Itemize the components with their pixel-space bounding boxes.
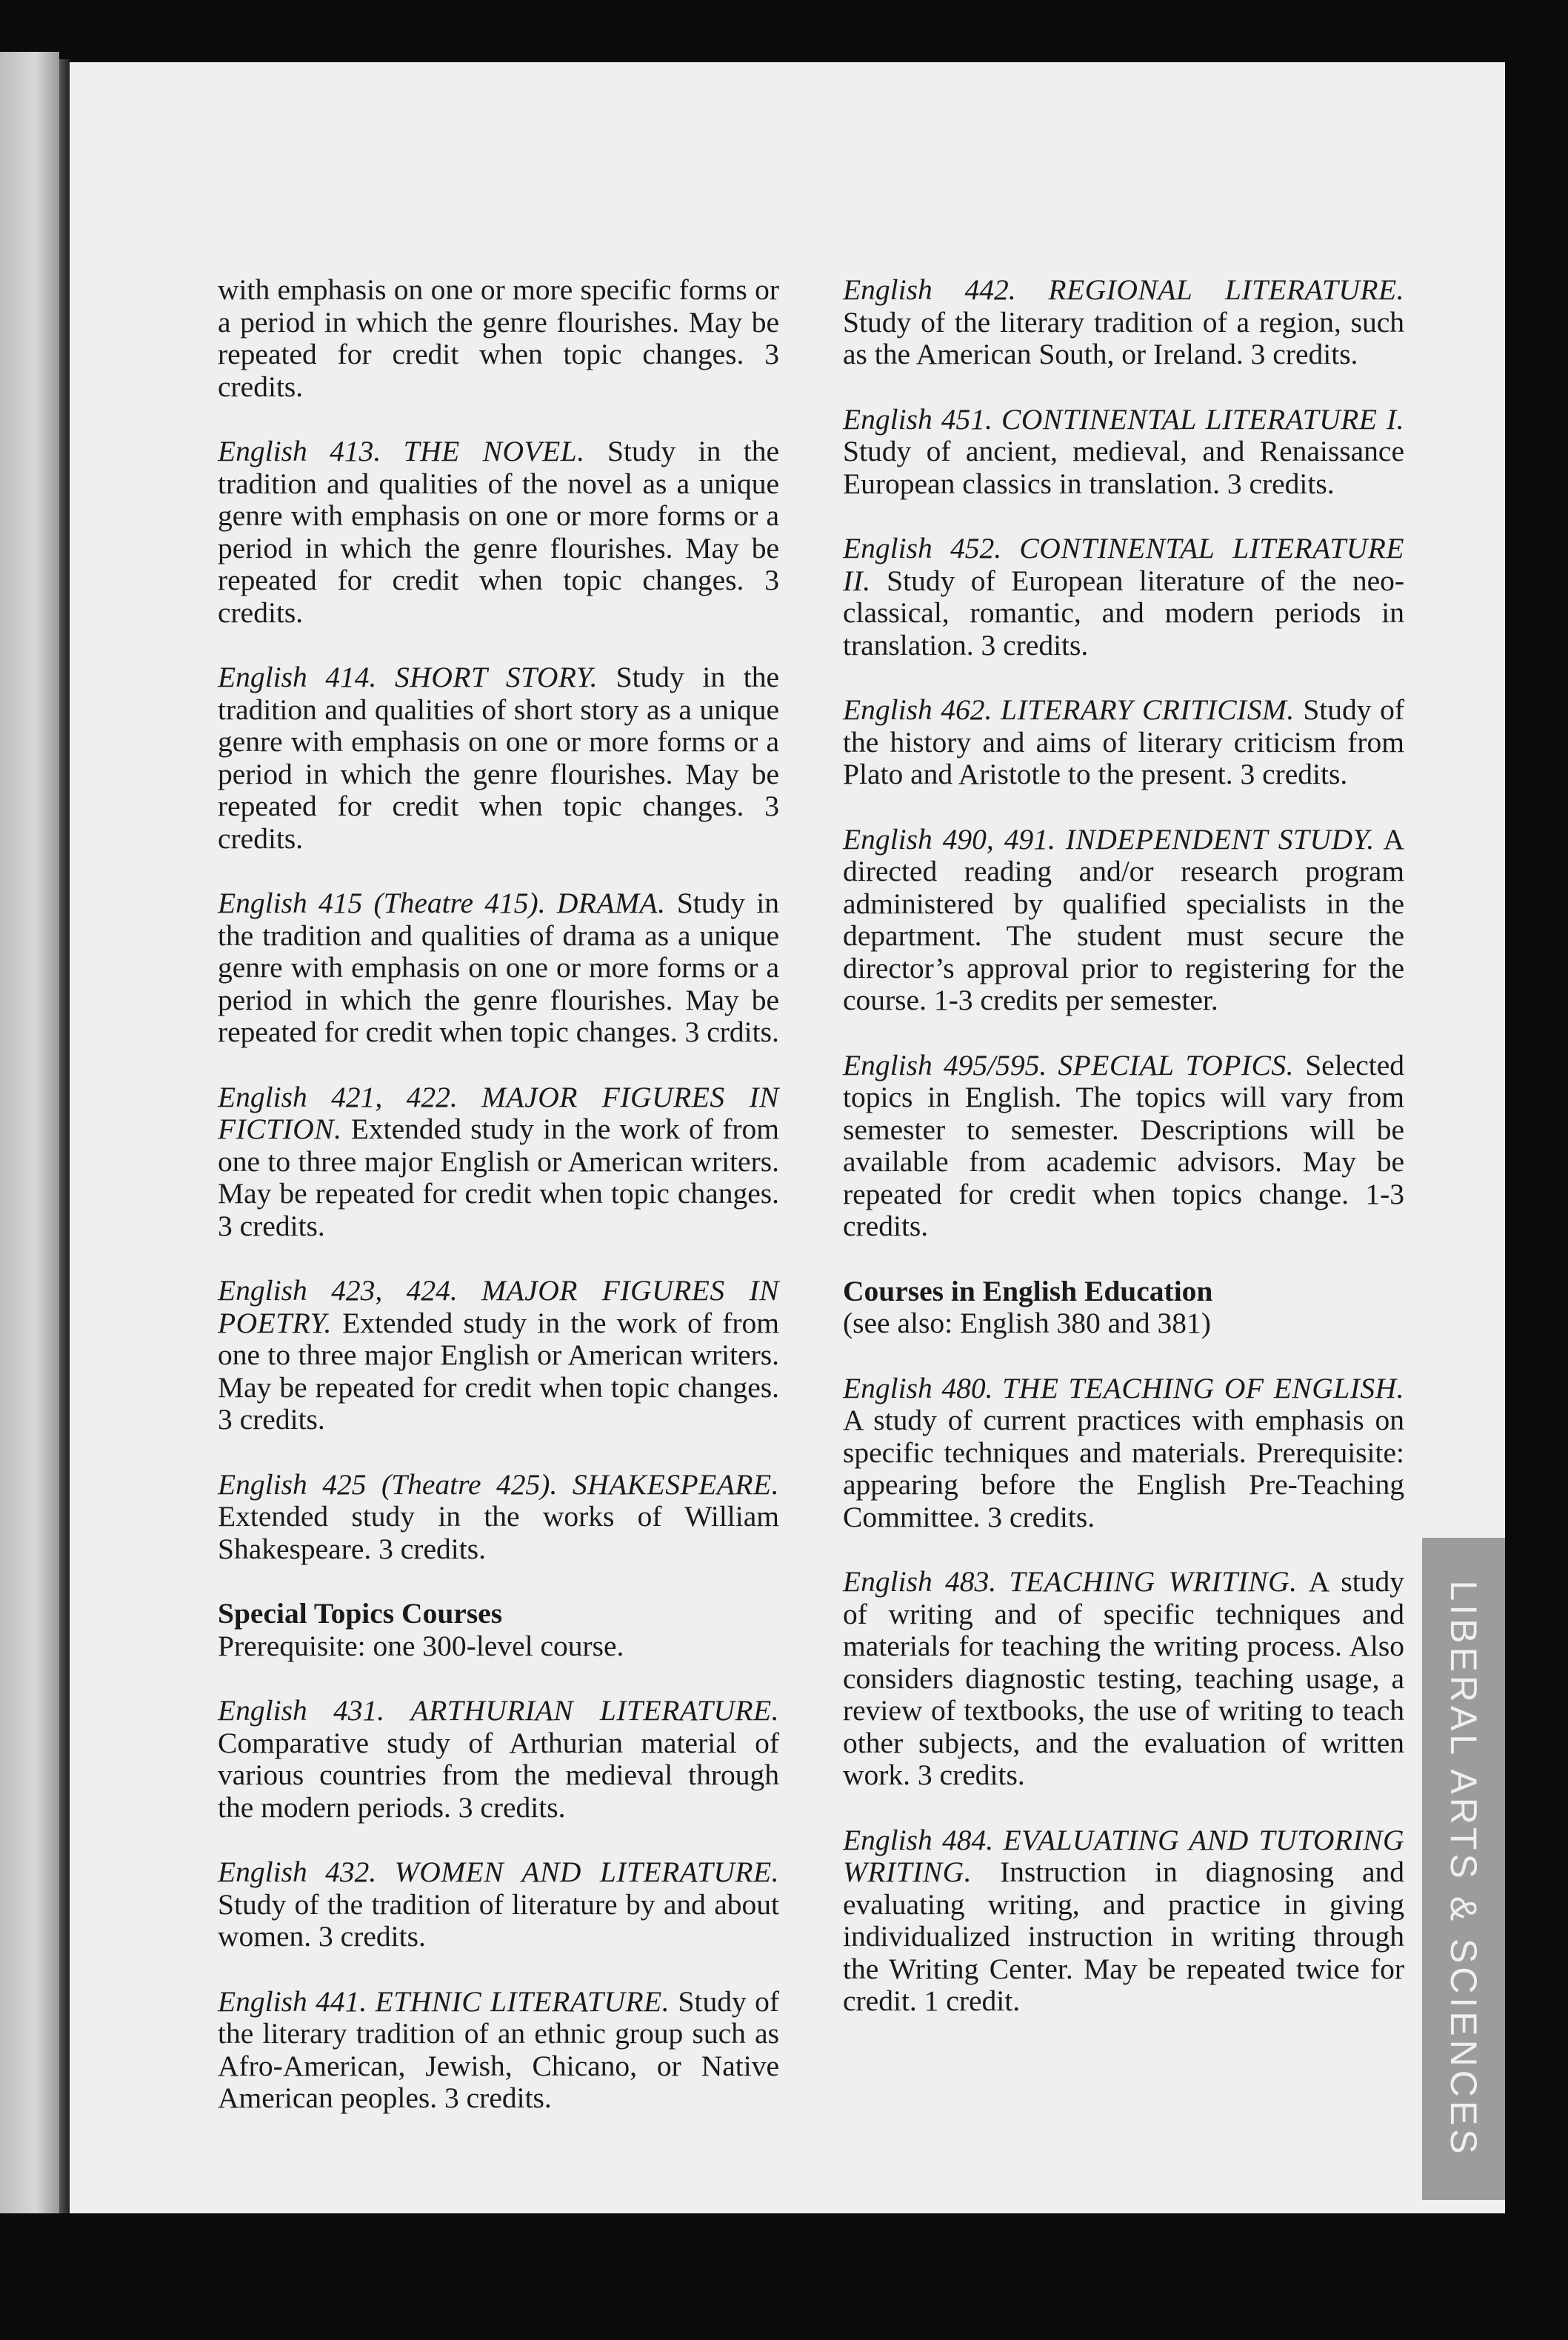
course-description: A study of current practices with emphasis on specific techniques and materials. Prerequisite: appearing before the English Pre-Teaching Committee. 3 credits. bbox=[843, 1404, 1404, 1533]
course-title: SHORT STORY. bbox=[395, 661, 598, 693]
course-description: Study of European literature of the neo-classical, romantic, and modern periods in translation. 3 credits. bbox=[843, 564, 1405, 661]
course-title: ARTHURIAN LITERATURE. bbox=[410, 1694, 780, 1727]
course-description: Instruction in diagnosing and evaluating writing, and practice in giving individualized instruction in writing through the Writing Center. May be repeated twice for credit. 1 credit. bbox=[843, 1856, 1404, 2017]
course-code: English 483. bbox=[843, 1565, 997, 1598]
course-description: A study of writing and of specific techniques and materials for teaching the writing process. Also considers diagnostic testing, teaching usage, a review of textbooks, the use of writing to teach other subjects, and the evaluation of written work. 3 credits. bbox=[843, 1565, 1405, 1791]
section-heading: Special Topics Courses bbox=[218, 1597, 503, 1630]
course-entry bbox=[843, 1373, 1404, 1534]
course-code: English 495/595. bbox=[843, 1048, 1047, 1081]
course-description: Study of the literary tradition of a region, such as the American South, or Ireland. 3 credits. bbox=[843, 305, 1404, 370]
course-code: English 425 (Theatre 425). bbox=[218, 1467, 558, 1501]
course-title: LITERARY CRITICISM. bbox=[1001, 693, 1295, 726]
course-code: English 462. bbox=[843, 693, 992, 726]
course-description: Comparative study of Arthurian material of various countries from the medieval through the modern periods. 3 credits. bbox=[218, 1726, 779, 1824]
course-entry bbox=[843, 824, 1404, 1017]
course-entry bbox=[218, 1275, 779, 1436]
course-title: SPECIAL TOPICS. bbox=[1058, 1048, 1295, 1081]
course-entry bbox=[218, 1695, 779, 1824]
course-description: Selected topics in English. The topics will vary from semester to semester. Descriptions will be available from academic advisors. May be repeated for credit when topics change. 1-3 credits. bbox=[843, 1048, 1405, 1242]
course-title: SHAKESPEARE. bbox=[572, 1467, 780, 1501]
course-title: TEACHING WRITING. bbox=[1009, 1565, 1298, 1598]
course-title: CONTINENTAL LITERATURE I. bbox=[1001, 402, 1404, 436]
course-entry bbox=[843, 694, 1404, 791]
course-title: MAJOR FIGURES IN POETRY. bbox=[218, 1274, 780, 1339]
course-code: English 415 (Theatre 415). bbox=[218, 887, 546, 919]
section-see-also: (see also: English 380 and 381) bbox=[843, 1307, 1211, 1339]
section-tab-label: LIBERAL ARTS & SCIENCES bbox=[1443, 1580, 1484, 2158]
course-code: English 452. bbox=[843, 532, 1002, 564]
section-header bbox=[218, 1598, 779, 1662]
section-prerequisite: Prerequisite: one 300-level course. bbox=[218, 1629, 624, 1662]
course-entry bbox=[218, 1986, 779, 2115]
course-description: A directed reading and/or research program administered by qualified specialists in the department. The student must secure the director’s approval prior to registering for the course. 1-3 credits per semester. bbox=[843, 822, 1404, 1016]
facing-page-edge bbox=[0, 52, 59, 2319]
course-description: Extended study in the works of William Shakespeare. 3 credits. bbox=[218, 1500, 779, 1565]
course-description: Extended study in the work of from one to three major English or American writers. May be repeated for credit when topic changes. 3 credits. bbox=[218, 1113, 780, 1242]
course-code: English 413. bbox=[218, 435, 381, 467]
continued-paragraph: with emphasis on one or more specific forms or a period in which the genre flourishes. May be repeated for credit when topic changes. 3 credits. bbox=[218, 273, 779, 403]
course-entry bbox=[218, 1856, 779, 1953]
course-entry bbox=[218, 1469, 779, 1566]
course-entry bbox=[843, 533, 1404, 661]
course-entry bbox=[218, 1081, 779, 1243]
book-spine-shadow bbox=[59, 59, 70, 2319]
course-title: MAJOR FIGURES IN FICTION. bbox=[218, 1080, 780, 1145]
course-code: English 442. bbox=[843, 273, 1016, 306]
section-thumb-tab bbox=[1422, 1538, 1505, 2200]
course-entry bbox=[843, 404, 1404, 501]
scan-background bbox=[0, 2213, 1568, 2340]
course-title: THE NOVEL. bbox=[403, 435, 585, 467]
course-code: English 423, 424. bbox=[218, 1274, 458, 1307]
course-description: Study of the tradition of literature by and about women. 3 credits. bbox=[218, 1887, 779, 1953]
left-column bbox=[218, 274, 779, 2147]
course-code: English 414. bbox=[218, 661, 377, 693]
course-code: English 421, 422. bbox=[218, 1080, 458, 1113]
course-code: English 490, 491. bbox=[843, 822, 1055, 856]
course-title: DRAMA. bbox=[556, 887, 666, 919]
course-description: Study of the literary tradition of an ethnic group such as Afro-American, Jewish, Chicano, or Native American peoples. 3 credits. bbox=[218, 1984, 779, 2114]
course-description: Study in the tradition and qualities of the novel as a unique genre with emphasis on one or more forms or a period in which the genre flourishes. May be repeated for credit when topic changes. 3 credits. bbox=[218, 435, 780, 629]
course-entry bbox=[218, 887, 779, 1049]
document-page bbox=[70, 62, 1505, 2213]
course-entry bbox=[218, 661, 779, 855]
course-title: WOMEN AND LITERATURE. bbox=[394, 1856, 779, 1888]
course-title: CONTINENTAL LITERATURE II. bbox=[843, 532, 1405, 597]
course-description: Extended study in the work of from one to three major English or American writers. May be repeated for credit when topic changes. 3 credits. bbox=[218, 1306, 780, 1436]
section-heading: Courses in English Education bbox=[843, 1274, 1213, 1307]
course-title: THE TEACHING OF ENGLISH. bbox=[1002, 1371, 1405, 1404]
course-entry bbox=[843, 1050, 1404, 1243]
course-code: English 480. bbox=[843, 1371, 993, 1404]
course-code: English 484. bbox=[843, 1823, 994, 1856]
course-description: Study in the tradition and qualities of drama as a unique genre with emphasis on one or more forms or a period in which the genre flourishes. May be repeated for credit when topic changes. 3 crdits. bbox=[218, 887, 780, 1048]
course-entry bbox=[843, 1824, 1404, 2018]
right-column bbox=[843, 274, 1404, 2050]
course-code: English 432. bbox=[218, 1856, 377, 1888]
course-title: INDEPENDENT STUDY. bbox=[1065, 822, 1375, 856]
course-title: ETHNIC LITERATURE. bbox=[375, 1984, 670, 2018]
course-code: English 451. bbox=[843, 402, 992, 436]
course-entry bbox=[218, 436, 779, 629]
course-code: English 431. bbox=[218, 1694, 385, 1727]
course-description: Study of the history and aims of literary criticism from Plato and Aristotle to the present. 3 credits. bbox=[843, 693, 1405, 790]
course-title: EVALUATING AND TUTORING WRITING. bbox=[843, 1823, 1405, 1888]
course-entry bbox=[843, 274, 1404, 371]
course-code: English 441. bbox=[218, 1984, 367, 2018]
course-description: Study of ancient, medieval, and Renaissance European classics in translation. 3 credits. bbox=[843, 435, 1404, 500]
course-entry bbox=[843, 1566, 1404, 1792]
course-title: REGIONAL LITERATURE. bbox=[1048, 273, 1404, 306]
section-header bbox=[843, 1276, 1404, 1340]
course-description: Study in the tradition and qualities of short story as a unique genre with emphasis on one or more forms or a period in which the genre flourishes. May be repeated for credit when topic changes. 3 credits. bbox=[218, 661, 779, 855]
